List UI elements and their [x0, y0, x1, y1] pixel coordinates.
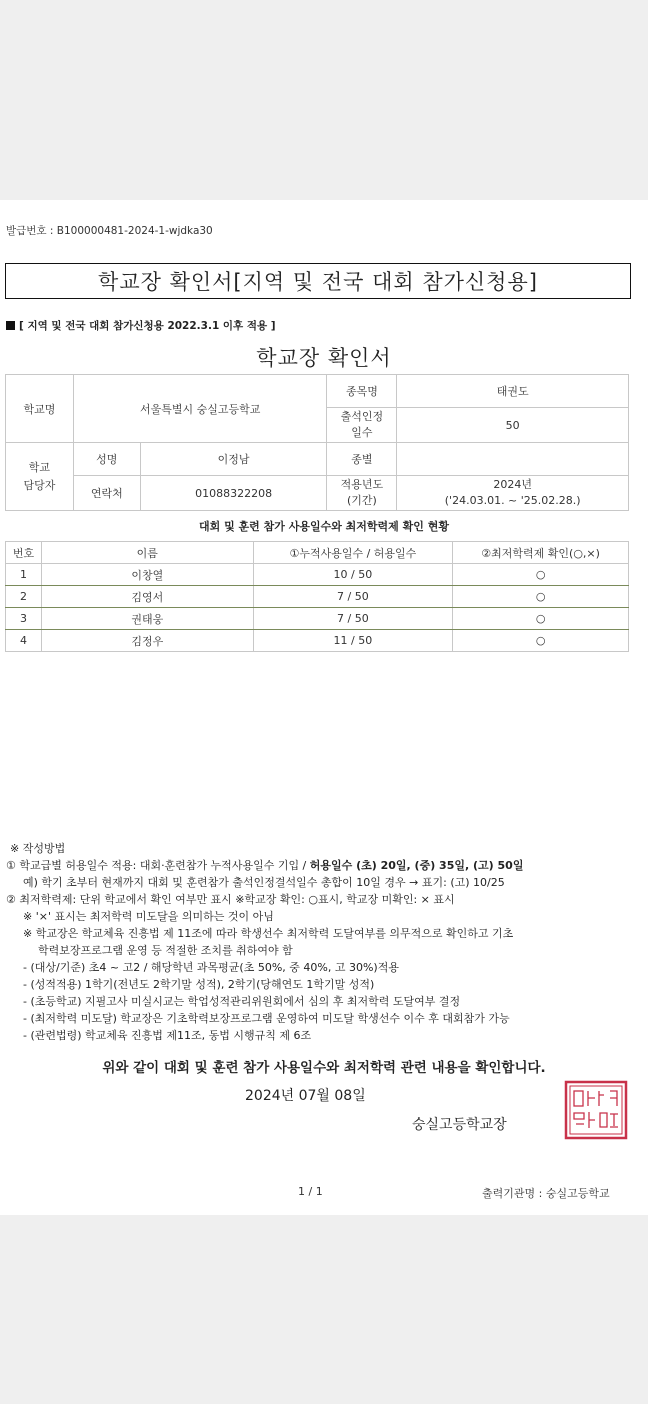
note-line: - (관련법령) 학교체육 진흥법 제11조, 동법 시행규칙 제 6조: [23, 1029, 312, 1042]
category-value: [397, 443, 629, 476]
manager-label: 학교 담당자: [6, 443, 74, 511]
square-bullet-icon: [6, 321, 15, 330]
header-check: ②최저학력제 확인(○,×): [453, 542, 629, 564]
note-line: ※ 학교장은 학교체육 진흥법 제 11조에 따라 학생선수 최저학력 도달여부를 의무적으로 확인하고 기초: [23, 927, 514, 940]
document-title: 학교장 확인서: [256, 346, 392, 370]
row-name: 김영서: [41, 586, 253, 608]
year-label: 적용년도 (기간): [327, 476, 397, 511]
school-value: 서울특별시 숭실고등학교: [73, 375, 327, 443]
writing-instructions: [6, 840, 523, 1044]
row-name: 김정우: [41, 630, 253, 652]
school-label: 학교명: [6, 375, 74, 443]
confirmation-statement: 위와 같이 대회 및 훈련 참가 사용일수와 최저학력 관련 내용을 확인합니다.: [102, 1060, 546, 1076]
principal-name: 숭실고등학교장: [412, 1117, 507, 1133]
info-table: [5, 374, 629, 511]
year-value: 2024년 ('24.03.01. ~ '25.02.28.): [397, 476, 629, 511]
participant-table: [5, 541, 629, 652]
table-row: [6, 608, 629, 630]
subheading-text: [ 지역 및 전국 대회 참가신청용 2022.3.1 이후 적용 ]: [19, 320, 276, 332]
header-number: 번호: [6, 542, 42, 564]
contact-label: 연락처: [73, 476, 140, 511]
table-row: [6, 564, 629, 586]
row-name: 권태웅: [41, 608, 253, 630]
contact-value: 01088322208: [140, 476, 327, 511]
table-row: [6, 586, 629, 608]
official-seal-icon: [564, 1080, 628, 1140]
name-label: 성명: [73, 443, 140, 476]
attend-value: 50: [397, 408, 629, 443]
event-label: 종목명: [327, 375, 397, 408]
subheading: [6, 318, 276, 333]
row-check: ○: [453, 564, 629, 586]
note-line-bold: 허용일수 (초) 20일, (중) 35일, (고) 50일: [309, 859, 524, 872]
note-line: ② 최저학력제: 단위 학교에서 확인 여부만 표시 ※학교장 확인: ○표시, 학교장 미확인: × 표시: [6, 893, 455, 906]
note-line: 예) 학기 초부터 현재까지 대회 및 훈련참가 출석인정결석일수 총합이 10일 경우 → 표기: (고) 10/25: [23, 876, 505, 889]
header-days: ①누적사용일수 / 허용일수: [253, 542, 453, 564]
event-value: 태권도: [397, 375, 629, 408]
row-check: ○: [453, 630, 629, 652]
note-line: - (성적적용) 1학기(전년도 2학기말 성적), 2학기(당해연도 1학기말 성적): [23, 978, 375, 991]
note-line: [6, 857, 523, 874]
row-check: ○: [453, 586, 629, 608]
note-line: - (최저학력 미도달) 학교장은 기초학력보장프로그램 운영하여 미도달 학생선수 이수 후 대회참가 가능: [23, 1012, 510, 1025]
main-title: 학교장 확인서[지역 및 전국 대회 참가신청용]: [5, 263, 631, 299]
category-label: 종별: [327, 443, 397, 476]
row-number: 1: [6, 564, 42, 586]
row-days: 7 / 50: [253, 608, 453, 630]
row-number: 4: [6, 630, 42, 652]
row-days: 10 / 50: [253, 564, 453, 586]
output-organization: 출력기관명 : 숭실고등학교: [482, 1187, 610, 1200]
issue-number: 발급번호 : B100000481-2024-1-wjdka30: [6, 225, 213, 237]
notes-heading: ※ 작성방법: [10, 842, 66, 855]
note-line-prefix: ① 학교급별 허용일수 적용: 대회·훈련참가 누적사용일수 기입 /: [6, 859, 310, 872]
document-page: [0, 200, 648, 1215]
header-name: 이름: [41, 542, 253, 564]
row-days: 7 / 50: [253, 586, 453, 608]
issue-date: 2024년 07월 08일: [245, 1088, 366, 1104]
note-line: - (대상/기준) 초4 ~ 고2 / 해당학년 과목평균(초 50%, 중 40%, 고 30%)적용: [23, 961, 399, 974]
row-check: ○: [453, 608, 629, 630]
row-number: 2: [6, 586, 42, 608]
section-title: 대회 및 훈련 참가 사용일수와 최저학력제 확인 현황: [199, 520, 449, 533]
attend-label: 출석인정 일수: [327, 408, 397, 443]
name-value: 이정남: [140, 443, 327, 476]
note-line: ※ '×' 표시는 최저학력 미도달을 의미하는 것이 아님: [23, 910, 274, 923]
table-row: [6, 630, 629, 652]
row-number: 3: [6, 608, 42, 630]
note-line: 학력보장프로그램 운영 등 적절한 조치를 취하여야 함: [38, 944, 293, 957]
page-number: 1 / 1: [298, 1185, 323, 1198]
row-name: 이창열: [41, 564, 253, 586]
note-line: - (초등학교) 지필고사 미실시교는 학업성적관리위원회에서 심의 후 최저학력 도달여부 결정: [23, 995, 461, 1008]
row-days: 11 / 50: [253, 630, 453, 652]
